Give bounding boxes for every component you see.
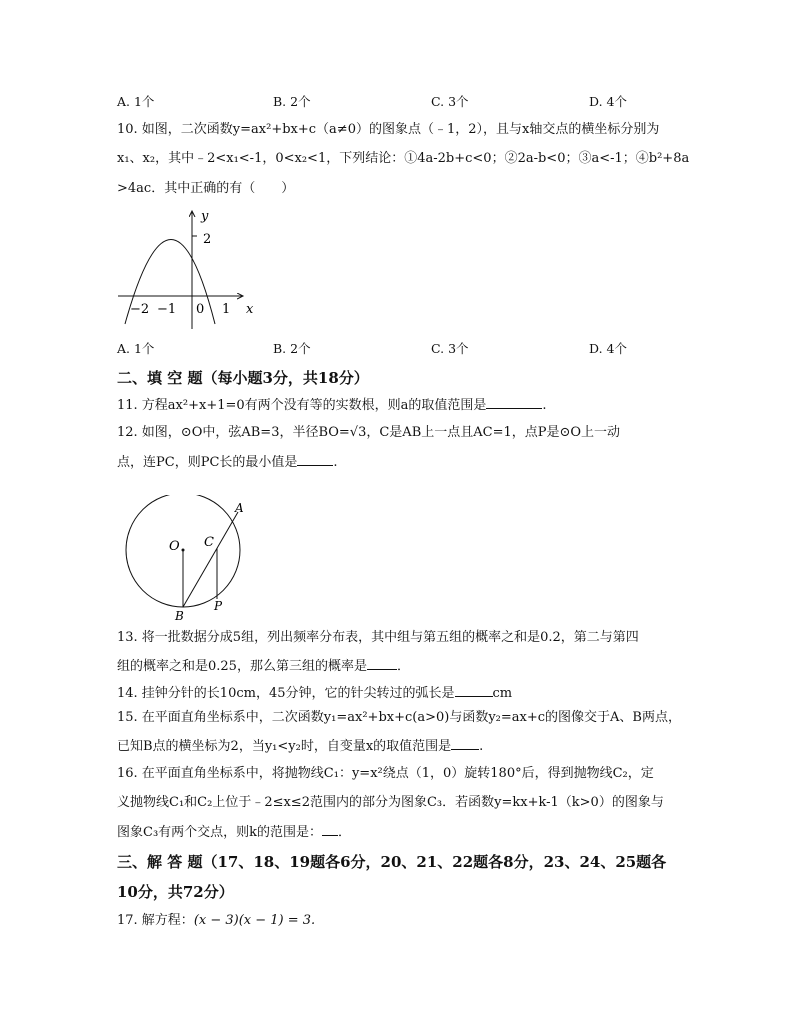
section3-title-line2: 10分，共72分）: [117, 883, 234, 901]
q15-line2: 已知B点的横坐标为2，当y₁<y₂时，自变量x的取值范围是 .: [117, 739, 484, 754]
q11-answer-blank[interactable]: [486, 396, 542, 409]
q9-option-a: A. 1个: [117, 94, 155, 109]
q12-line2: 点，连PC，则PC长的最小值是 .: [117, 455, 338, 470]
q10-line1: 10. 如图，二次函数y=ax²+bx+c（a≠0）的图象点（﹣1，2），且与x轴交点的横坐标分别为: [117, 122, 660, 137]
section3-title-line1: 三、解 答 题（17、18、19题各6分，20、21、22题各8分，23、24、25题各: [117, 853, 667, 871]
label-x: x: [246, 302, 254, 317]
q14: [117, 684, 512, 703]
q16-line2: 义抛物线C₁和C₂上位于﹣2≤x≤2范围内的部分为图象C₃．若函数y=kx+k-1（k>0）的图象与: [117, 795, 664, 810]
q17-equation: (x − 3)(x − 1) = 3.: [193, 913, 316, 928]
q12-circle-figure: [115, 495, 255, 625]
label-b: B: [175, 609, 184, 623]
q9-option-c: C. 3个: [431, 94, 469, 109]
q12-answer-blank[interactable]: [297, 453, 333, 466]
label-a: A: [235, 501, 244, 515]
label-x1: 1: [222, 302, 231, 317]
q16-answer-blank[interactable]: [322, 823, 338, 836]
label-y2: 2: [203, 232, 212, 247]
q13-answer-blank[interactable]: [367, 657, 397, 670]
label-xm1: −1: [157, 302, 177, 317]
q14-answer-blank[interactable]: [455, 684, 493, 697]
label-x0: 0: [196, 302, 205, 317]
label-c: C: [204, 535, 214, 550]
q13-line1: 13. 将一批数据分成5组，列出频率分布表，其中组与第五组的概率之和是0.2，第二与第四: [117, 630, 639, 645]
q10-line2: x₁、x₂，其中﹣2<x₁<-1，0<x₂<1，下列结论：①4a-2b+c<0；②2a-b<0；③a<-1；④b²+8a: [117, 151, 690, 166]
chord-ab: [183, 512, 238, 607]
q16-line3: 图象C₃有两个交点，则k的范围是： ．: [117, 825, 352, 840]
q15-line1: 15. 在平面直角坐标系中，二次函数y₁=ax²+bx+c(a>0)与函数y₂=ax+c的图像交于A、B两点，: [117, 710, 681, 725]
q15-answer-blank[interactable]: [451, 737, 479, 750]
q16-line1: 16. 在平面直角坐标系中，将抛物线C₁：y=x²绕点（1，0）旋转180°后，得到抛物线C₂，定: [117, 766, 654, 781]
label-xm2: −2: [130, 302, 150, 317]
q16-line3-text: 图象C₃有两个交点，则k的范围是：: [117, 825, 323, 840]
section2-title: 二、填 空 题（每小题3分，共18分）: [117, 369, 369, 387]
q17-prefix: 17. 解方程：: [117, 913, 194, 928]
q11: 11. 方程ax²+x+1=0有两个没有等的实数根，则a的取值范围是 .: [117, 398, 547, 413]
q9-option-b: B. 2个: [273, 94, 311, 109]
q10-option-c: C. 3个: [431, 341, 469, 356]
q15-line2-text: 已知B点的横坐标为2，当y₁<y₂时，自变量x的取值范围是: [117, 739, 452, 754]
q10-option-d: D. 4个: [589, 341, 627, 356]
q10-option-b: B. 2个: [273, 341, 311, 356]
q17: [117, 912, 315, 930]
center-dot: [182, 549, 185, 552]
q10-line3: >4ac．其中正确的有（ ）: [117, 181, 295, 196]
q14-unit: cm: [492, 686, 513, 701]
q9-option-d: D. 4个: [589, 94, 627, 109]
q13-line2-text: 组的概率之和是0.25，那么第三组的概率是: [117, 659, 367, 674]
label-y: y: [201, 209, 209, 224]
q14-text: 14. 挂钟分针的长10cm，45分钟，它的针尖转过的弧长是: [117, 686, 455, 701]
q10-option-a: A. 1个: [117, 341, 155, 356]
label-p: P: [214, 599, 223, 613]
q13-line2: 组的概率之和是0.25，那么第三组的概率是 ．: [117, 659, 410, 674]
q12-line1: 12. 如图，⊙O中，弦AB=3，半径BO=√3，C是AB上一点且AC=1，点P是⊙O上一动: [117, 425, 621, 440]
q12-line2-text: 点，连PC，则PC长的最小值是: [117, 455, 298, 470]
q11-text: 11. 方程ax²+x+1=0有两个没有等的实数根，则a的取值范围是: [117, 398, 487, 413]
q10-parabola-graph: [115, 205, 265, 335]
label-o: O: [169, 539, 180, 554]
